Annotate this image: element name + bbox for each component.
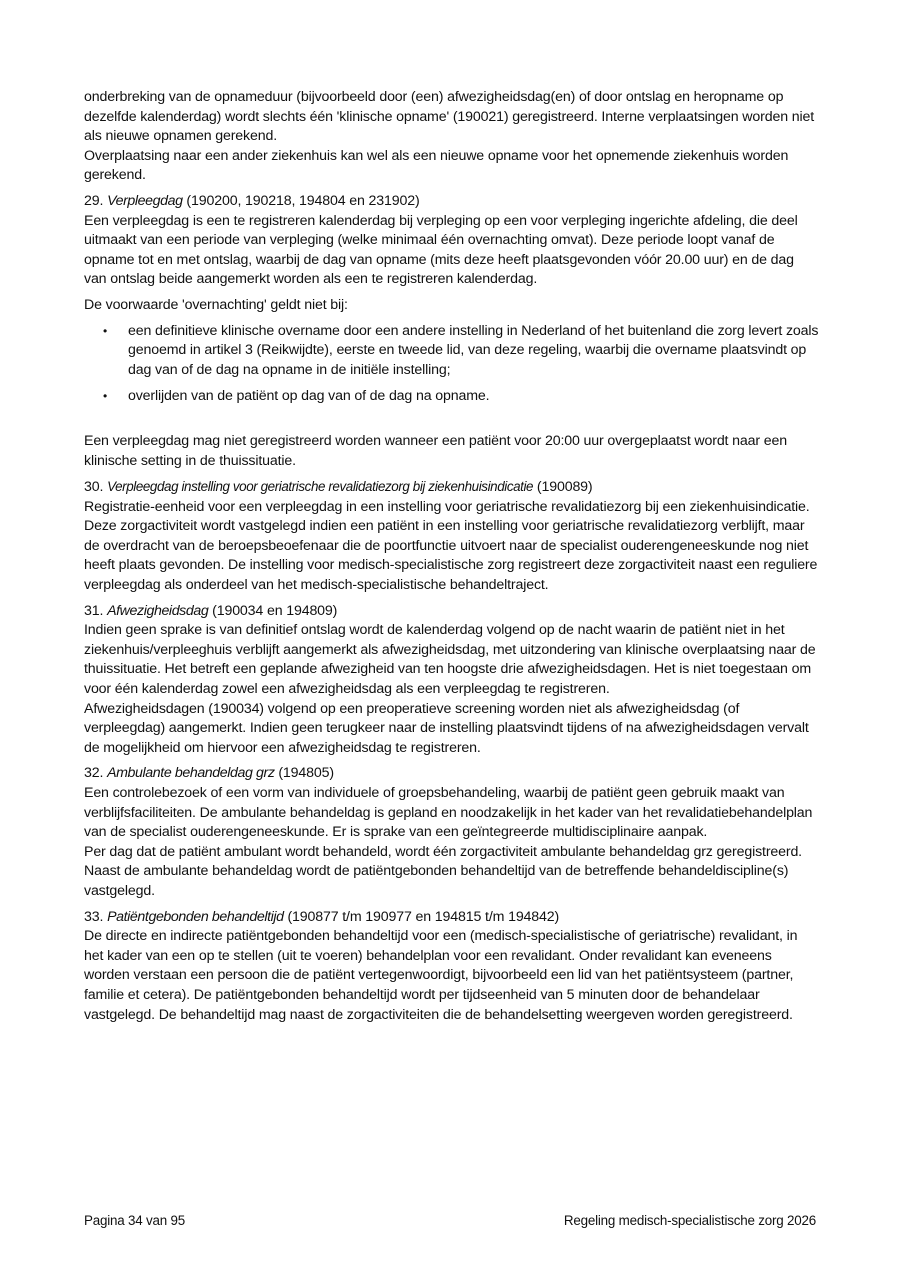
section-heading: [84, 764, 819, 784]
section-heading: [84, 192, 819, 212]
intro-paragraph: [84, 88, 819, 186]
bullet-item: [84, 387, 819, 407]
intro-text: Overplaatsing naar een ander ziekenhuis kan wel als een nieuwe opname voor het opnemende ziekenhuis worden gerekend.: [84, 147, 789, 184]
document-title: Regeling medisch-specialistische zorg 2026: [563, 1213, 816, 1228]
bullet-list: [84, 322, 819, 407]
section-title: Verpleegdag instelling voor geriatrische revalidatiezorg bij ziekenhuisindicatie: [107, 479, 534, 495]
section-body: Indien geen sprake is van definitief ontslag wordt de kalenderdag volgend op de nacht waarin de patiënt niet in het ziekenhuis/verpleeghuis verblijft aangemerkt als afwezigheidsdag, met uitzondering van klinische overplaatsing naar de thuissituatie. Het betreft een geplande afwezigheid van ten hoogste drie afwezigheidsdagen. Het is niet toegestaan om voor één kalenderdag zowel een afwezigheidsdag als een verpleegdag te registreren.: [84, 622, 816, 698]
list-intro: De voorwaarde 'overnachting' geldt niet bij:: [84, 296, 348, 313]
bullet-icon: •: [103, 389, 108, 404]
section-body: Registratie-eenheid voor een verpleegdag in een instelling voor geriatrische revalidatiezorg bij een ziekenhuisindicatie. Deze zorgactiviteit wordt vastgelegd indien een patiënt in een instelling voor geriatrische revalidatiezorg verblijft, maar de overdracht van de beroepsbeoefenaar die de poortfunctie uitvoert naar de specialist ouderengeneeskunde nog niet heeft plaats gevonden. De instelling voor medisch-specialistische zorg registreert deze zorgactiviteit naast een reguliere verpleegdag als onderdeel van het medisch-specialistische behandeltraject.: [84, 498, 818, 594]
section-title: Ambulante behandeldag grz: [107, 765, 275, 782]
section-codes: (194805): [278, 765, 334, 782]
section-heading: [84, 908, 819, 928]
section-32: [84, 764, 819, 901]
bullet-item: [84, 322, 819, 381]
bullet-text: overlijden van de patiënt op dag van of de dag na opname.: [128, 388, 490, 405]
section-body: De directe en indirecte patiëntgebonden behandeltijd voor een (medisch-specialistische of geriatrische) revalidant, in het kader van een op te stellen (uit te voeren) behandelplan voor een revalidant. Onder revalidant kan eveneens worden verstaan een persoon die de patiënt vertegenwoordigt, bijvoorbeeld een lid van het patiëntsysteem (partner, familie et cetera). De patiëntgebonden behandeltijd wordt per tijdseenheid van 5 minuten door de behandelaar vastgelegd. De behandeltijd mag naast de zorgactiviteiten die de behandelsetting weergeven worden geregistreerd.: [84, 928, 798, 1023]
section-29: [84, 192, 819, 471]
section-body: Een verpleegdag is een te registreren kalenderdag bij verpleging op een voor verpleging ingerichte afdeling, die deel uitmaakt van een periode van verpleging (welke minimaal één overnachting omvat). Deze periode loopt vanaf de opname tot en met ontslag, waarbij de dag van opname (mits deze heeft plaatsgevonden vóór 20.00 uur) en de dag van ontslag beide aangemerkt worden als een te registreren kalenderdag.: [84, 212, 798, 288]
section-number: 33.: [84, 908, 104, 925]
section-heading: [84, 602, 819, 622]
section-body: Afwezigheidsdagen (190034) volgend op een preoperatieve screening worden niet als afwezigheidsdag (of verpleegdag) aangemerkt. Indien geen terugkeer naar de instelling plaatsvindt tijdens of na afwezigheidsdagen vervalt de mogelijkheid om hiervoor een afwezigheidsdag te registreren.: [84, 700, 809, 756]
bullet-icon: •: [103, 323, 108, 338]
page-footer: [84, 1213, 816, 1228]
section-title: Patiëntgebonden behandeltijd: [107, 908, 284, 925]
section-title: Afwezigheidsdag: [107, 602, 209, 619]
section-title: Verpleegdag: [107, 192, 183, 209]
section-codes: (190877 t/m 190977 en 194815 t/m 194842): [287, 908, 560, 925]
section-33: [84, 908, 819, 1026]
bullet-text: een definitieve klinische overname door een andere instelling in Nederland of het buitenland die zorg levert zoals genoemd in artikel 3 (Reikwijdte), eerste en tweede lid, van deze regeling, waarbij die overname plaatsvindt op dag van of de dag na opname in de initiële instelling;: [128, 322, 819, 378]
section-number: 30.: [84, 479, 104, 496]
section-body: Per dag dat de patiënt ambulant wordt behandeld, wordt één zorgactiviteit ambulante behandeldag grz geregistreerd. Naast de ambulante behandeldag wordt de patiëntgebonden behandeltijd van de betreffende behandeldiscipline(s) vastgelegd.: [84, 843, 802, 899]
after-list-text: Een verpleegdag mag niet geregistreerd worden wanneer een patiënt voor 20:00 uur overgeplaatst wordt naar een klinische setting in de thuissituatie.: [84, 432, 787, 469]
section-codes: (190089): [536, 479, 593, 496]
intro-text: onderbreking van de opnameduur (bijvoorbeeld door (een) afwezigheidsdag(en) of door ontslag en heropname op dezelfde kalenderdag) wordt slechts één 'klinische opname' (190021) geregistreerd. Interne verplaatsingen worden niet als nieuwe opnamen gerekend.: [84, 89, 815, 145]
section-number: 29.: [84, 192, 104, 209]
page-number: Pagina 34 van 95: [84, 1213, 186, 1228]
section-31: [84, 602, 819, 759]
page-content: [84, 88, 819, 1025]
section-number: 32.: [84, 765, 104, 782]
section-30: [84, 477, 819, 596]
section-number: 31.: [84, 602, 104, 619]
section-codes: (190034 en 194809): [212, 602, 338, 619]
section-body: Een controlebezoek of een vorm van individuele of groepsbehandeling, waarbij de patiënt geen gebruik maakt van verblijfsfaciliteiten. De ambulante behandeldag is gepland en noodzakelijk in het kader van het revalidatiebehandelplan van de specialist ouderengeneeskunde. Er is sprake van een geïntegreerde multidisciplinaire aanpak.: [84, 785, 813, 841]
section-codes: (190200, 190218, 194804 en 231902): [186, 192, 420, 209]
section-heading: [84, 477, 819, 498]
